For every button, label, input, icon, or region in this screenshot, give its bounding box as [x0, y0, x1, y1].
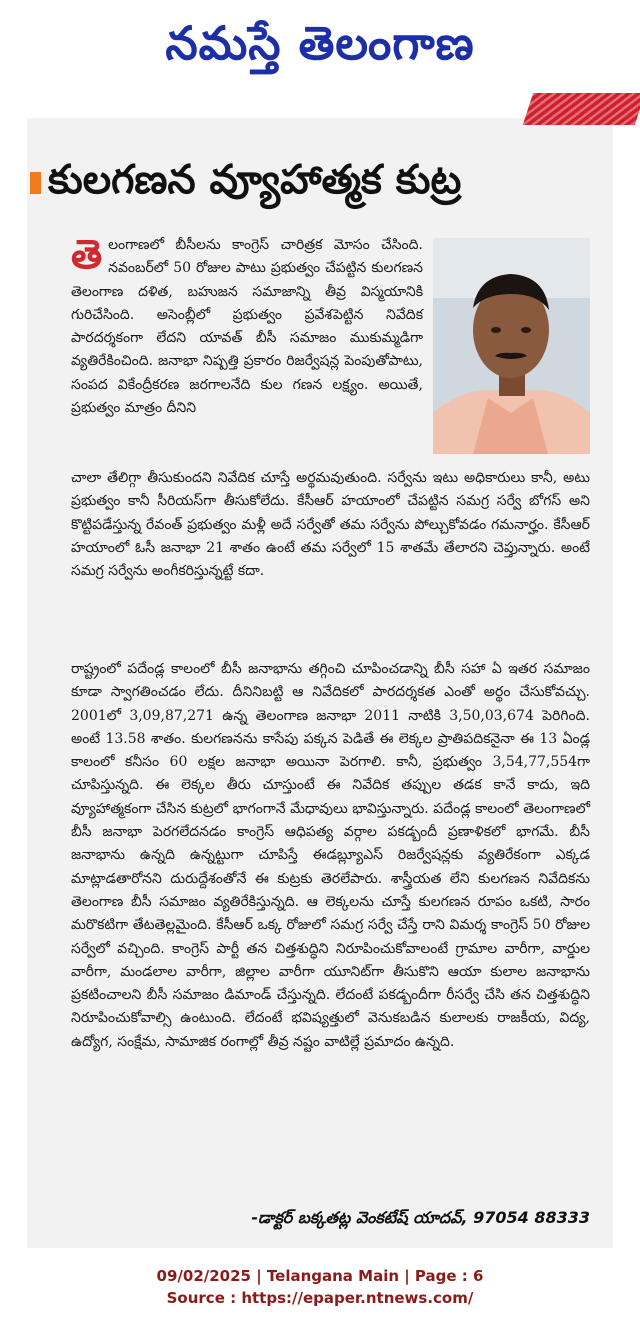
masthead: [0, 4, 640, 82]
article-paragraph-2: రాష్ట్రంలో పదేండ్ల కాలంలో బీసీ జనాభాను తగ్గించి చూపించడాన్ని బీసీ సహా ఏ ఇతర సమాజం కూడా స్వాగతించడం లేదు. దీనినిబట్టి ఆ నివేదికలో పారదర్శకత ఎంతో అర్థం చేసుకోవచ్చు. 2001లో 3,09,87,271 ఉన్న తెలంగాణ జనాభా 2011 నాటికి 3,50,03,674 పెరిగింది. అంటే 13.58 శాతం. కులగణనను కాసేపు పక్కన పెడితే ఈ లెక్కల ప్రాతిపదికనైనా ఈ 13 ఏండ్ల కాలంలో కనీసం 60 లక్షల జనాభా అయినా పెరగాలి. కానీ, ప్రభుత్వం 3,54,77,554గా చూపిస్తున్నది. ఈ లెక్కల తీరు చూస్తుంటే ఈ నివేదిక తప్పుల తడక కానే కాదు, ఇది వ్యూహాత్మకంగా చేసిన కుట్రలో భాగంగానే మేధావులు భావిస్తున్నారు. పదేండ్ల కాలంలో తెలంగాణలో బీసీ జనాభా పెరగలేదనడం కాంగ్రెస్ ఆధిపత్య వర్గాల పకడ్బందీ ప్రణాళికలో భాగమే. బీసీ జనాభాను ఉన్నది ఉన్నట్టుగా చూపిస్తే ఈడబ్ల్యూఎస్ రిజర్వేషన్లకు వ్యతిరేకంగా ఎక్కడ మాట్లాడతారోనని దురుద్దేశంతోనే ఈ కుట్రకు తెరలేపారు. శాస్త్రీయత లేని కులగణన నివేదికను తెలంగాణ బీసీ సమాజం వ్యతిరేకిస్తున్నది. ఆ లెక్కలను చూస్తే కులగణన రూపం ఒకటి, సారం మరొకటిగా తేటతెల్లమైంది. కేసీఆర్ ఒక్క రోజులో సమగ్ర సర్వే చేస్తే రాని విమర్శ కాంగ్రెస్ 50 రోజుల సర్వేలో వచ్చింది. కాంగ్రెస్ పార్టీ తన చిత్తశుద్ధిని నిరూపించుకోవాలంటే గ్రామాల వారీగా, వార్డుల వారీగా, మండలాల వారీగా, జిల్లాల వారీగా యూనిట్‌గా తీసుకొని ఆయా కులాల జనాభాను ప్రకటించాలని బీసీ సమాజం డిమాండ్ చేస్తున్నది. లేదంటే పకడ్బందీగా రీసర్వే చేసి తన చిత్తశుద్ధిని నిరూపించుకోవాల్సి ఉంటుంది. లేదంటే భవిష్యత్తులో వెనుకబడిన కులాలకు రాజకీయ, విద్య, ఉద్యోగ, సంక్షేమ, సామాజిక రంగాల్లో తీవ్ర నష్టం వాటిల్లే ప్రమాదం ఉన్నది.: [71, 661, 590, 1050]
author-portrait-icon: [433, 238, 590, 454]
article-paragraph-1-continued: చాలా తేలిగ్గా తీసుకుందని నివేదిక చూస్తే అర్థమవుతుంది. సర్వేను ఇటు అధికారులు కానీ, అటు ప్రభుత్వం కానీ సీరియస్‌గా తీసుకోలేదు. కేసీఆర్ హయాంలో చేపట్టిన సమగ్ర సర్వే బోగస్ అని కొట్టిపడేస్తున్న రేవంత్ ప్రభుత్వం మళ్లీ అదే సర్వేతో తమ సర్వేను పోల్చుకోవడం గమనార్హం. కేసీఆర్ హయాంలో ఓసీ జనాభా 21 శాతం ఉంటే తమ సర్వేలో 15 శాతమే తేలారని చెప్తున్నారు. అంటే సమగ్ర సర్వేను అంగీకరిస్తున్నట్టే కదా.: [71, 470, 590, 580]
author-photo: [433, 238, 590, 454]
article-paragraph-1-intro: [71, 234, 423, 420]
author-byline: -డాక్టర్ బక్కతట్ల వెంకటేష్ యాదవ్, 97054 88333: [251, 1208, 590, 1227]
paragraph-1-intro-text: లంగాణలో బీసీలను కాంగ్రెస్ చారిత్రక మోసం చేసింది. నవంబర్‌లో 50 రోజుల పాటు ప్రభుత్వం చేపట్టిన కులగణన తెలంగాణ దళిత, బహుజన సమాజాన్ని తీవ్ర విస్మయానికి గురిచేసింది. అసెంబ్లీలో ప్రభుత్వం ప్రవేశపెట్టిన నివేదిక పారదర్శకంగా లేదని యావత్ బీసీ సమాజం ముకుమ్మడిగా వ్యతిరేకించింది. జనాభా నిష్పత్తి ప్రకారం రిజర్వేషన్ల పెంపుతోపాటు, సంపద వికేంద్రీకరణ జరగాలనేది కుల గణన లక్ష్యం. అయితే, ప్రభుత్వం మాత్రం దీనిని: [71, 237, 423, 417]
page-footer: [0, 1265, 640, 1309]
drop-cap: తె: [71, 232, 103, 278]
corner-graphic: [523, 93, 640, 125]
footer-source-link[interactable]: Source : https://epaper.ntnews.com/: [166, 1289, 474, 1307]
article-headline: కులగణన వ్యూహాత్మక కుట్ర: [48, 157, 462, 203]
masthead-title: నమస్తే తెలంగాణ: [165, 16, 475, 70]
headline-accent-bar: [30, 172, 41, 194]
footer-edition-info: 09/02/2025 | Telangana Main | Page : 6: [156, 1267, 484, 1285]
